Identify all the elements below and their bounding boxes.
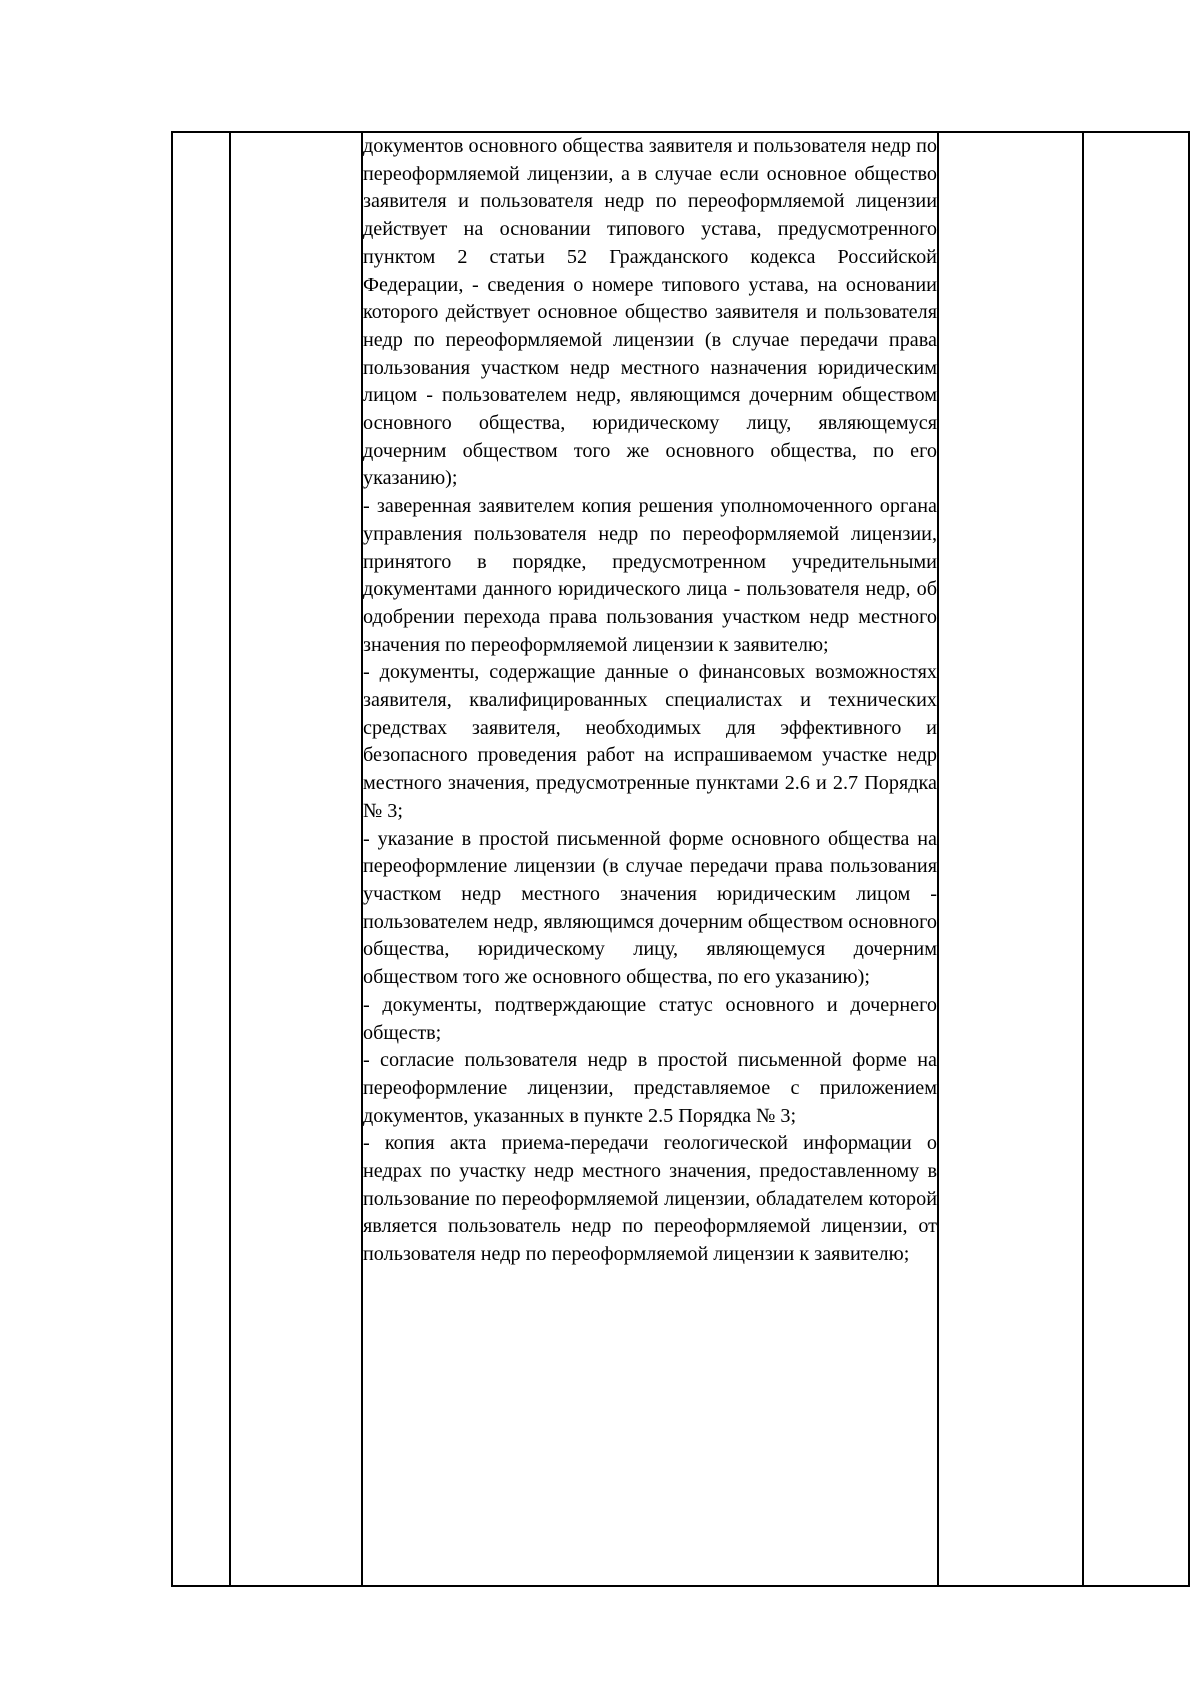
list-item: - документы, подтверждающие статус основного и дочернего обществ; [363,993,937,1044]
table-cell-documents [362,132,938,1586]
list-item: - согласие пользователя недр в простой письменной форме на переоформление лицензии, представляемое с приложением документов, указанных в пункте 2.5 Порядка № 3; [363,1049,937,1127]
table-row [172,132,1189,1586]
paragraph: документов основного общества заявителя и пользователя недр по переоформляемой лицензии, а в случае если основное общество заявителя и пользователя недр по переоформляемой лицензии действует на основании типового устава, предусмотренного пунктом 2 статьи 52 Гражданского кодекса Российской Федерации, - сведения о номере типового устава, на основании которого действует основное общество заявителя и пользователя недр по переоформляемой лицензии (в случае передачи права пользования участком недр местного назначения юридическим лицом - пользователем недр, являющимся дочерним обществом основного общества, юридическому лицу, являющемуся дочерним обществом того же основного общества, по его указанию); [363,135,937,490]
table-cell-empty [1083,132,1189,1586]
list-item: - заверенная заявителем копия решения уполномоченного органа управления пользователя недр по переоформляемой лицензии, принятого в порядке, предусмотренном учредительными документами данного юридического лица - пользователя недр, об одобрении перехода права пользования участком недр местного значения по переоформляемой лицензии к заявителю; [363,495,937,656]
list-item: - документы, содержащие данные о финансовых возможностях заявителя, квалифицированных специалистах и технических средствах заявителя, необходимых для эффективного и безопасного проведения работ на испрашиваемом участке недр местного значения, предусмотренные пунктами 2.6 и 2.7 Порядка № 3; [363,661,937,822]
table-cell-number [172,132,230,1586]
list-item: - указание в простой письменной форме основного общества на переоформление лицензии (в случае передачи права пользования участком недр местного значения юридическим лицом - пользователем недр, являющимся дочерним обществом основного общества, юридическому лицу, являющемуся дочерним обществом того же основного общества, по его указанию); [363,827,937,989]
document-table [171,131,1190,1587]
table-cell-empty [938,132,1083,1586]
table-cell-name [230,132,362,1586]
list-item: - копия акта приема-передачи геологической информации о недрах по участку недр местного значения, предоставленному в пользование по переоформляемой лицензии, обладателем которой является пользователь недр по переоформляемой лицензии, от пользователя недр по переоформляемой лицензии к заявителю; [363,1132,937,1266]
